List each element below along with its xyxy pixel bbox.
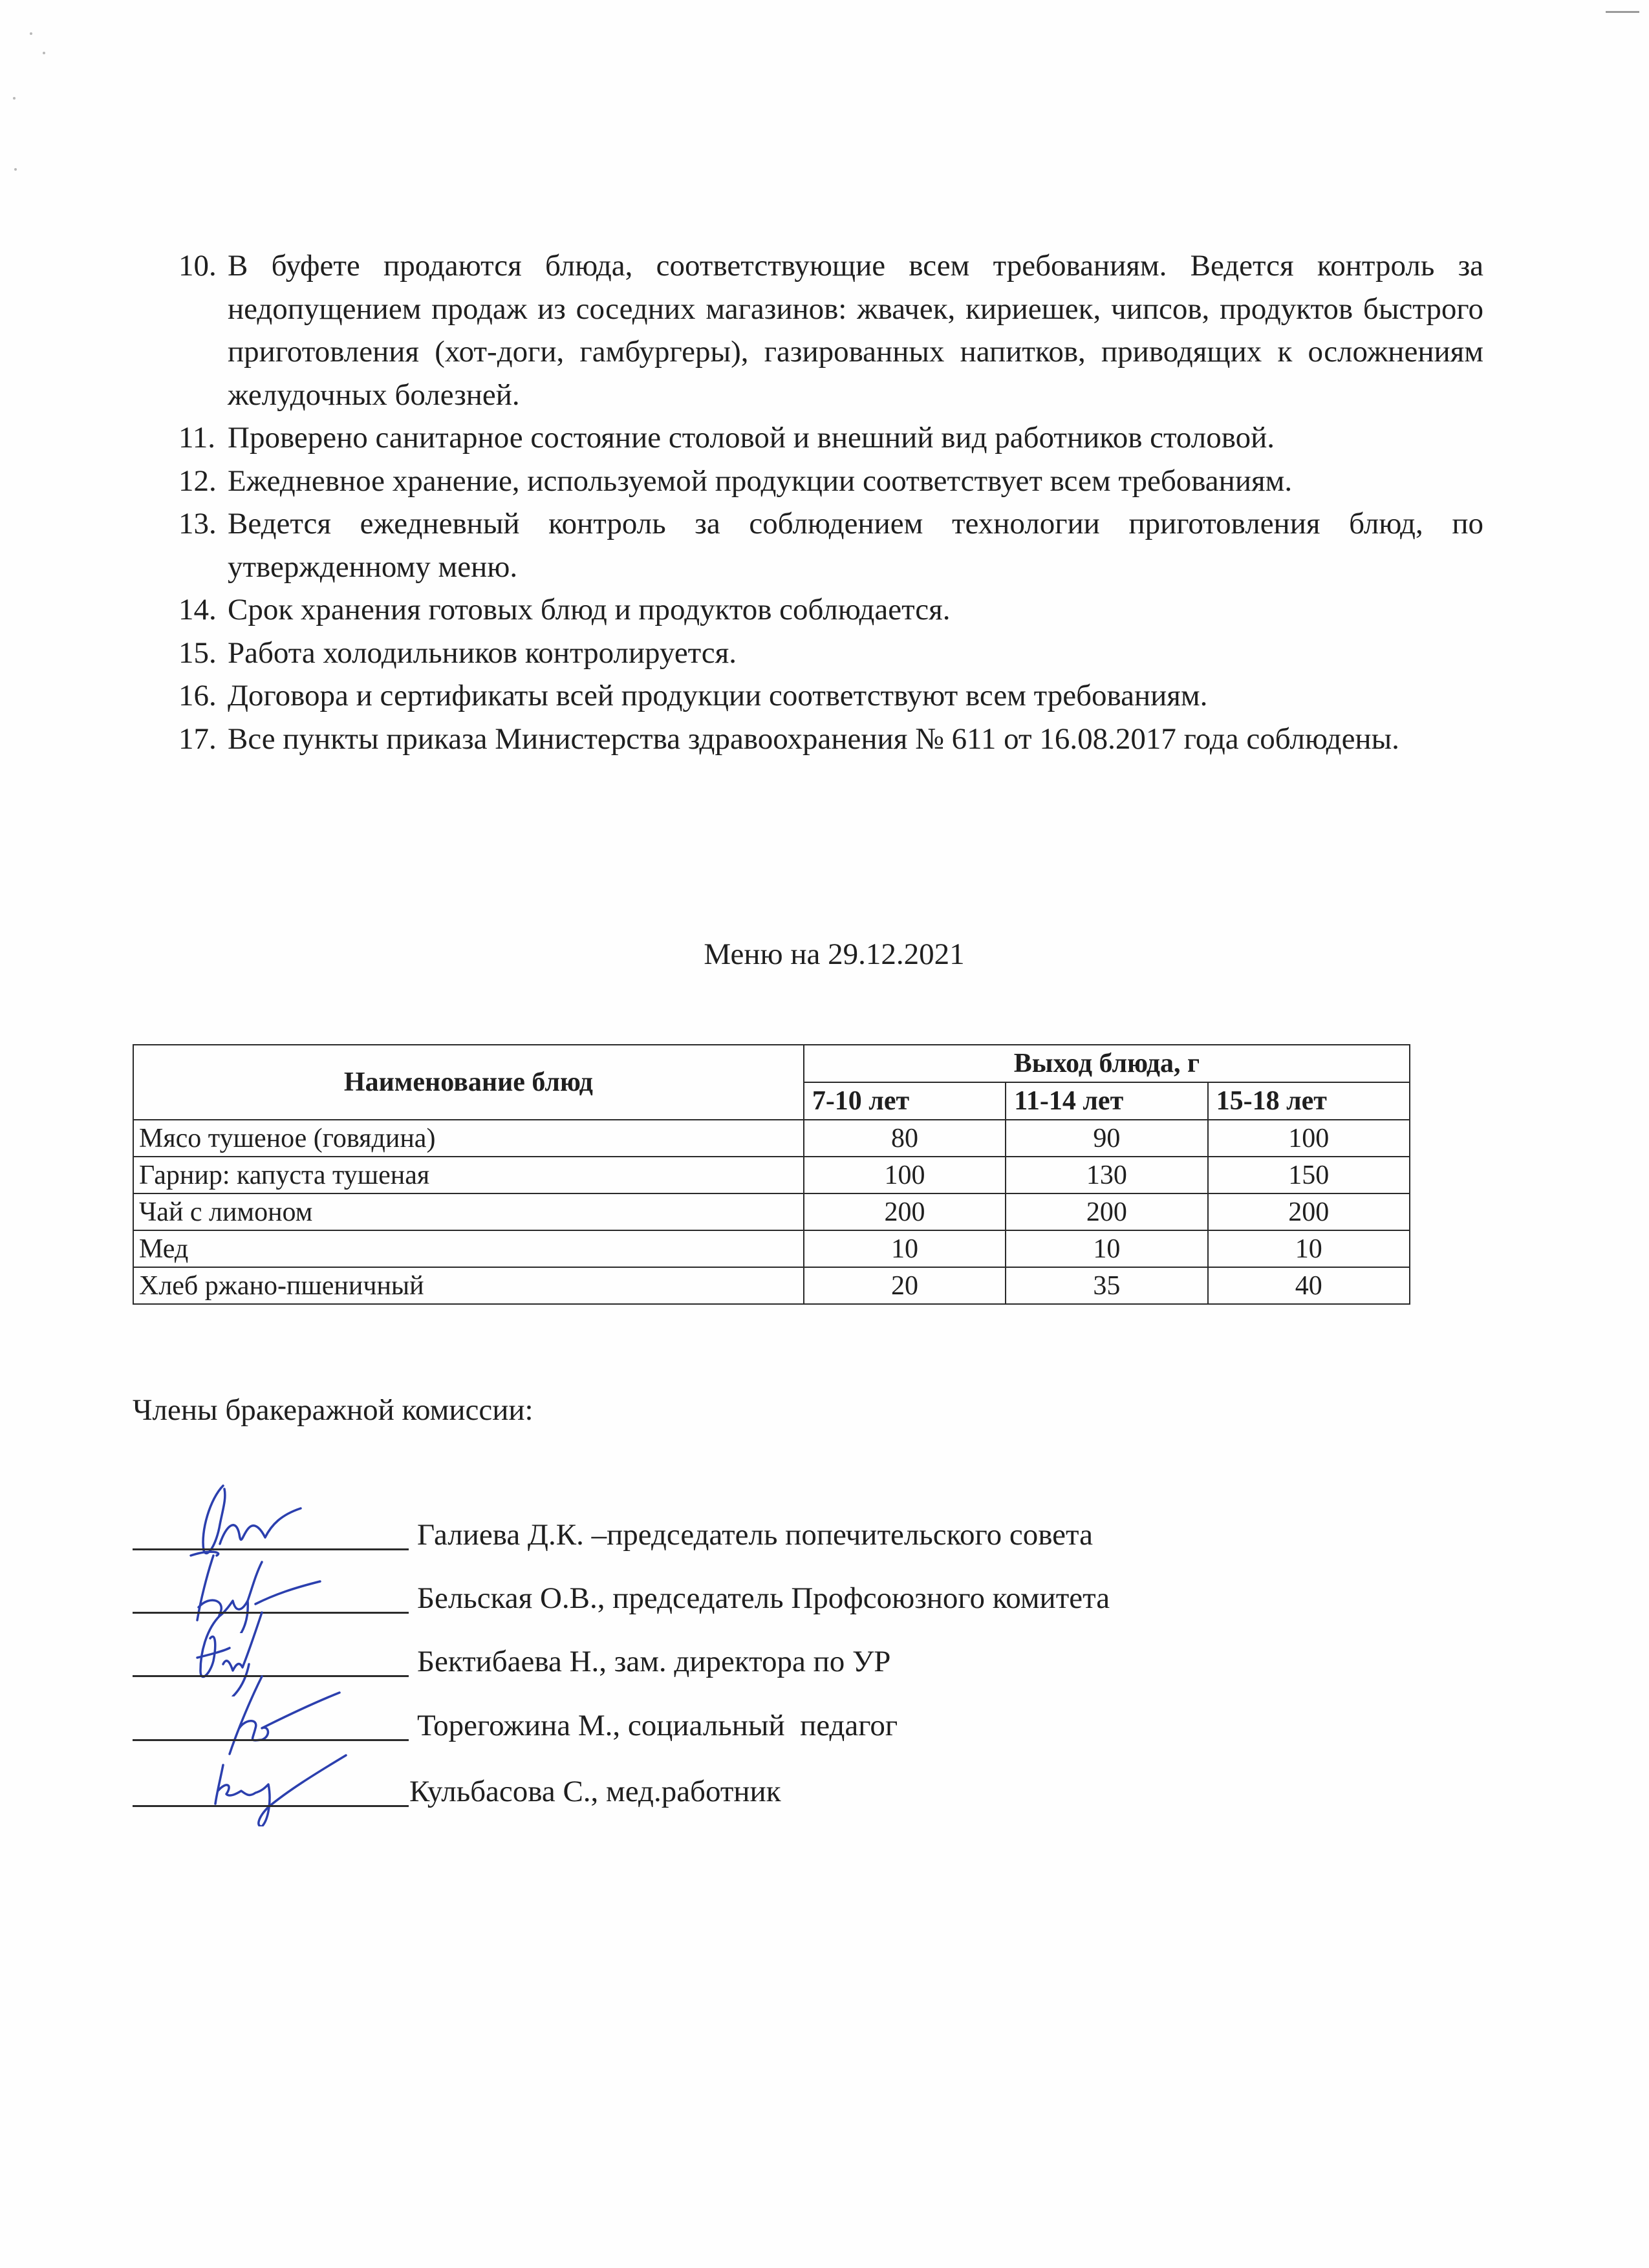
portion-value: 100 (804, 1157, 1006, 1193)
table-row (133, 1157, 1410, 1193)
list-item-text: Ежедневное хранение, используемой продукции соответствует всем требованиям. (228, 464, 1293, 498)
table-row (133, 1230, 1410, 1267)
portion-value: 80 (804, 1120, 1006, 1157)
commission-title: Члены бракеражной комиссии: (133, 1393, 534, 1427)
portion-value: 200 (1208, 1193, 1410, 1230)
list-item (178, 460, 1483, 503)
header-age-11-14: 11-14 лет (1006, 1082, 1207, 1120)
scan-speck (13, 97, 16, 100)
portion-value: 10 (1006, 1230, 1207, 1267)
list-item-text: Срок хранения готовых блюд и продуктов соблюдается. (228, 593, 951, 626)
portion-value: 35 (1006, 1267, 1207, 1304)
list-item (178, 674, 1483, 718)
handwritten-signature (165, 1729, 359, 1826)
dish-name: Хлеб ржано-пшеничный (133, 1267, 804, 1304)
list-item-number: 11. (178, 421, 216, 455)
list-item-text: Работа холодильников контролируется. (228, 636, 737, 670)
scan-speck (14, 168, 17, 171)
portion-value: 130 (1006, 1157, 1207, 1193)
list-item (178, 416, 1483, 460)
requirements-list (178, 244, 1483, 760)
list-item-text: В буфете продаются блюда, соответствующие всем требованиям. Ведется контроль за недопущением продаж из соседних магазинов: жвачек, кириешек, чипсов, продуктов быстрого приготовления (хот-доги, гамбургеры), газированных напитков, приводящих к осложнениям желудочных болезней. (228, 249, 1483, 412)
table-row (133, 1267, 1410, 1304)
list-item-number: 12. (178, 464, 217, 498)
list-item-text: Договора и сертификаты всей продукции соответствуют всем требованиям. (228, 679, 1208, 712)
portion-value: 150 (1208, 1157, 1410, 1193)
header-portion-group: Выход блюда, г (804, 1045, 1410, 1082)
signatory-row (133, 1742, 1297, 1807)
list-item (178, 244, 1483, 416)
portion-value: 10 (1208, 1230, 1410, 1267)
dish-name: Чай с лимоном (133, 1193, 804, 1230)
header-dish-name: Наименование блюд (133, 1045, 804, 1120)
table-row (133, 1193, 1410, 1230)
portion-value: 100 (1208, 1120, 1410, 1157)
signatory-name: Бельская О.В., председатель Профсоюзного комитета (417, 1581, 1110, 1615)
portion-value: 200 (804, 1193, 1006, 1230)
list-item-number: 16. (178, 679, 217, 712)
list-item (178, 718, 1483, 761)
dish-name: Мед (133, 1230, 804, 1267)
scan-speck (30, 32, 32, 35)
portion-value: 40 (1208, 1267, 1410, 1304)
scan-speck (43, 52, 45, 54)
list-item (178, 588, 1483, 632)
list-item-text: Все пункты приказа Министерства здравоохранения № 611 от 16.08.2017 года соблюдены. (228, 722, 1399, 756)
list-item-text: Проверено санитарное состояние столовой и внешний вид работников столовой. (228, 421, 1275, 455)
list-item (178, 632, 1483, 675)
signatory-name: Кульбасова С., мед.работник (409, 1775, 781, 1808)
table-header-row (133, 1045, 1410, 1082)
portion-value: 90 (1006, 1120, 1207, 1157)
table-row (133, 1120, 1410, 1157)
portion-value: 20 (804, 1267, 1006, 1304)
list-item-number: 13. (178, 507, 217, 540)
scan-artifact (1606, 11, 1639, 13)
signatory-name: Бектибаева Н., зам. директора по УР (417, 1645, 891, 1678)
dish-name: Гарнир: капуста тушеная (133, 1157, 804, 1193)
header-age-7-10: 7-10 лет (804, 1082, 1006, 1120)
list-item-number: 10. (178, 249, 217, 283)
dish-name: Мясо тушеное (говядина) (133, 1120, 804, 1157)
menu-title: Меню на 29.12.2021 (704, 937, 965, 971)
header-age-15-18: 15-18 лет (1208, 1082, 1410, 1120)
list-item-number: 17. (178, 722, 217, 756)
list-item-text: Ведется ежедневный контроль за соблюдением технологии приготовления блюд, по утвержденному меню. (228, 507, 1483, 584)
signatory-name: Галиева Д.К. –председатель попечительского совета (417, 1518, 1094, 1552)
portion-value: 10 (804, 1230, 1006, 1267)
list-item-number: 14. (178, 593, 217, 626)
list-item-number: 15. (178, 636, 217, 670)
menu-table (133, 1044, 1410, 1305)
portion-value: 200 (1006, 1193, 1207, 1230)
list-item (178, 502, 1483, 588)
signatory-name: Торегожина М., социальный педагог (417, 1709, 898, 1742)
signature-line (133, 1805, 409, 1807)
